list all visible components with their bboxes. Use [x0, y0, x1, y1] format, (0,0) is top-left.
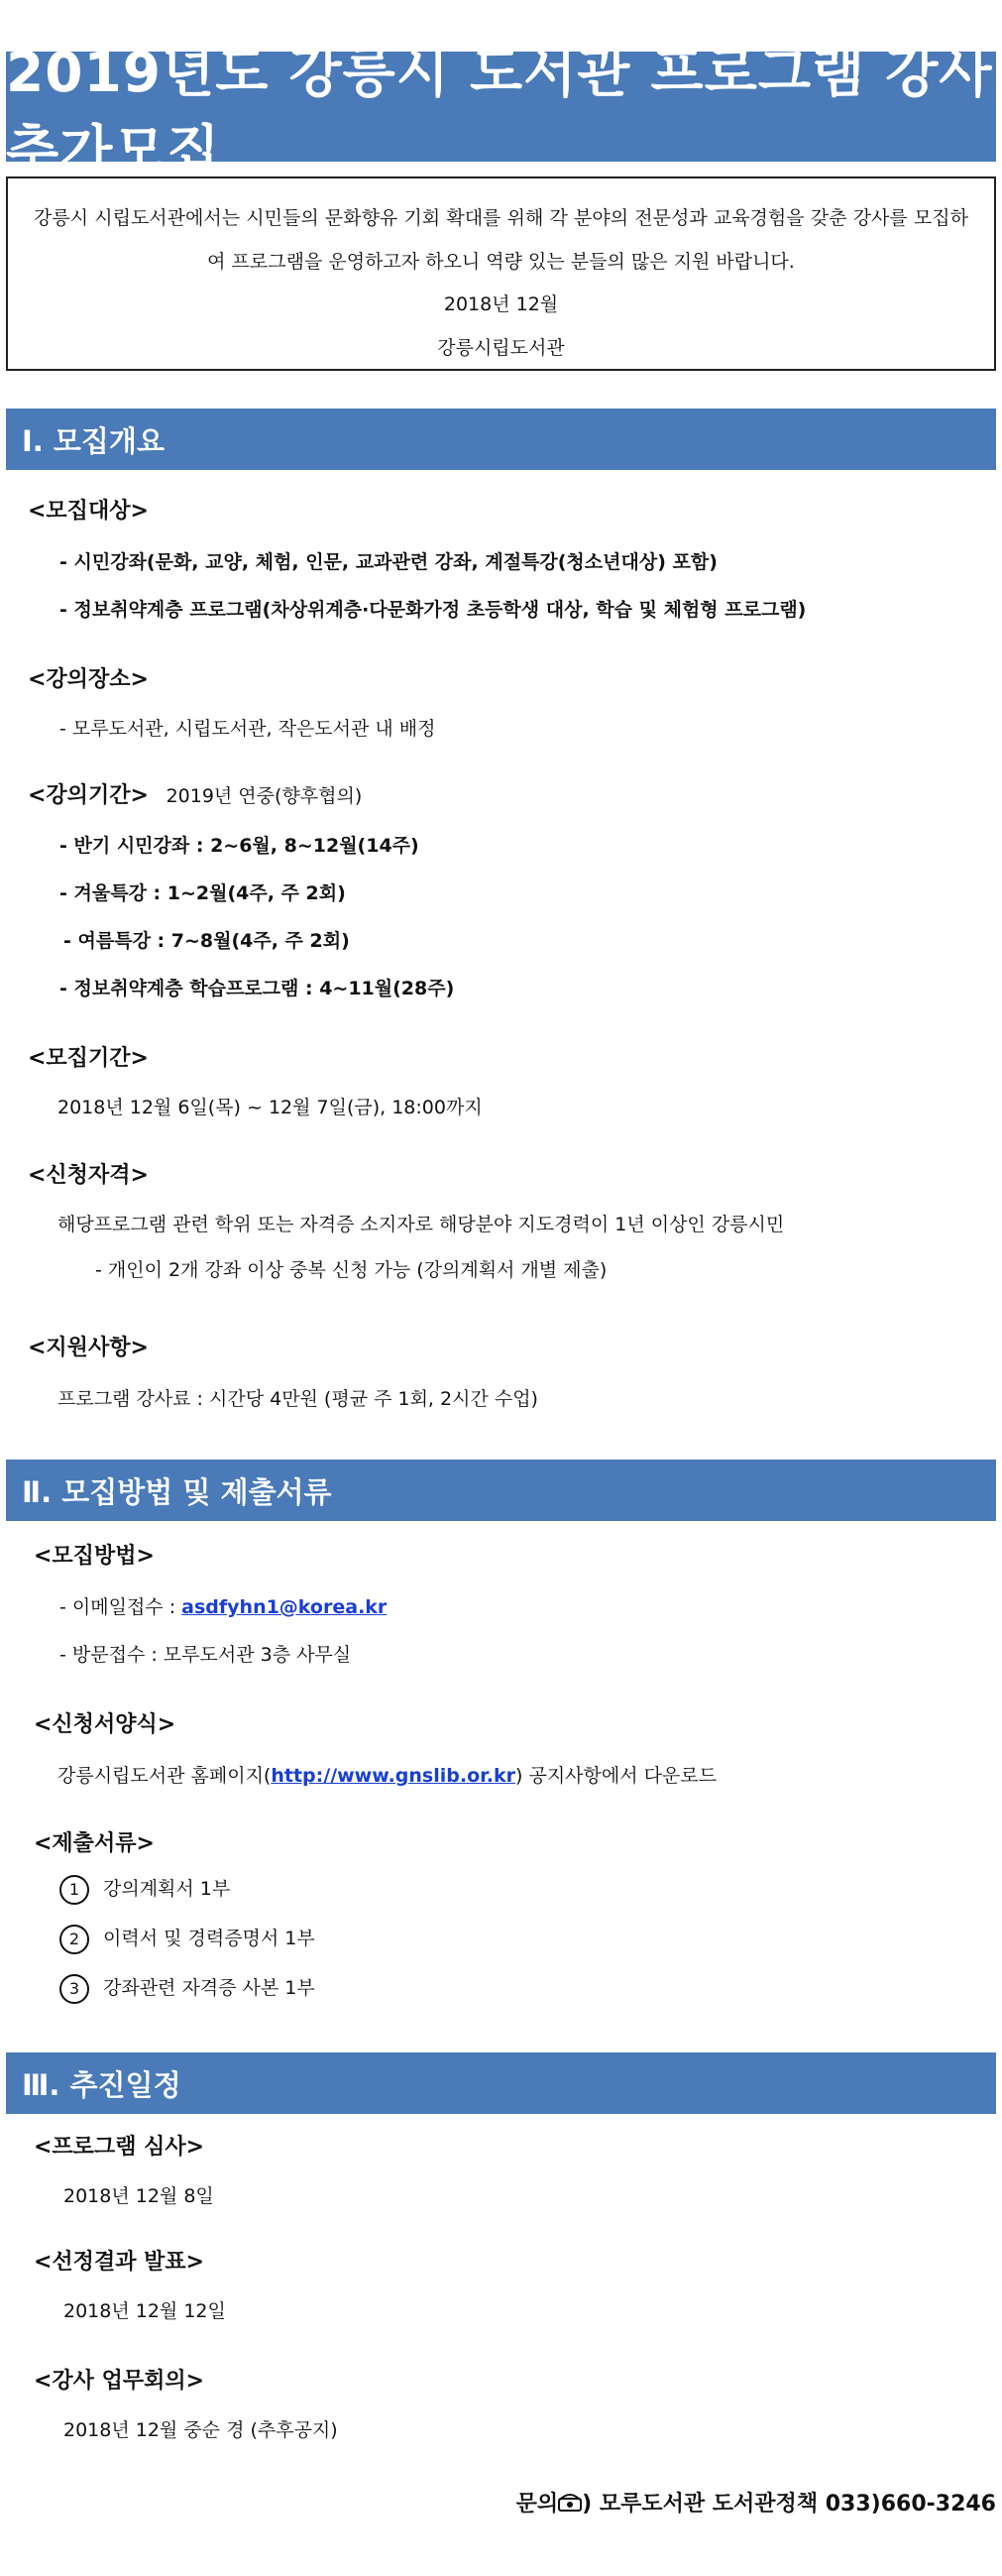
form-post: ) 공지사항에서 다운로드 — [515, 1765, 718, 1787]
intro-date: 2018년 12월 — [443, 293, 559, 315]
period-heading-label: <강의기간> — [28, 783, 149, 808]
page-title: 2019년도 강릉시 도서관 프로그램 강사 추가모집 — [6, 52, 996, 162]
place-item-1: - 모루도서관, 시립도서관, 작은도서관 내 배정 — [59, 718, 436, 740]
contact-line — [516, 2487, 996, 2517]
recruit-period-text: 2018년 12월 6일(목) ~ 12월 7일(금), 18:00까지 — [57, 1097, 483, 1118]
target-item-2: - 정보취약계층 프로그램(차상위계층·다문화가정 초등학생 대상, 학습 및 체험형 프로그램) — [59, 599, 807, 621]
recruit-period-heading: <모집기간> — [28, 1046, 149, 1071]
form-pre: 강릉시립도서관 홈페이지( — [57, 1765, 272, 1787]
number-circle: 1 — [59, 1875, 89, 1905]
place-heading: <강의장소> — [28, 667, 149, 692]
period-item-2: - 겨울특강 : 1~2월(4주, 주 2회) — [59, 882, 346, 904]
support-heading: <지원사항> — [28, 1336, 149, 1360]
result-text: 2018년 12월 12일 — [63, 2300, 226, 2322]
docs-item-3 — [59, 1973, 315, 2004]
contact-text: ) 모루도서관 도서관정책 033)660-3246 — [582, 2492, 996, 2517]
docs-item-1 — [59, 1874, 230, 1905]
section-3-header: Ⅲ. 추진일정 — [6, 2052, 996, 2114]
qualification-text: 해당프로그램 관련 학위 또는 자격증 소지자로 해당분야 지도경력이 1년 이상인 강릉시민 — [57, 1214, 785, 1235]
meeting-heading: <강사 업무회의> — [34, 2369, 205, 2394]
form-line — [57, 1761, 717, 1788]
method-heading: <모집방법> — [34, 1544, 155, 1569]
number-circle: 3 — [59, 1974, 89, 2004]
support-text: 프로그램 강사료 : 시간당 4만원 (평균 주 1회, 2시간 수업) — [57, 1388, 538, 1410]
method-visit: - 방문접수 : 모루도서관 3층 사무실 — [59, 1644, 352, 1666]
period-item-4: - 정보취약계층 학습프로그램 : 4~11월(28주) — [59, 978, 455, 999]
docs-item-text: 강좌관련 자격증 사본 1부 — [103, 1977, 315, 1999]
section-2-header: Ⅱ. 모집방법 및 제출서류 — [6, 1460, 996, 1521]
review-heading: <프로그램 심사> — [34, 2135, 205, 2160]
intro-org: 강릉시립도서관 — [437, 337, 565, 359]
docs-item-2 — [59, 1924, 315, 1954]
docs-heading: <제출서류> — [34, 1831, 155, 1856]
period-item-3: - 여름특강 : 7~8월(4주, 주 2회) — [63, 930, 350, 952]
phone-icon — [558, 2492, 582, 2517]
intro-box — [6, 176, 996, 371]
target-item-1: - 시민강좌(문화, 교양, 체험, 인문, 교과관련 강좌, 계절특강(청소년대상) 포함) — [59, 551, 718, 573]
form-heading: <신청서양식> — [34, 1712, 176, 1737]
qualification-heading: <신청자격> — [28, 1163, 149, 1188]
number-circle: 2 — [59, 1925, 89, 1954]
docs-item-text: 강의계획서 1부 — [103, 1878, 231, 1900]
homepage-link[interactable]: http://www.gnslib.or.kr — [271, 1765, 516, 1787]
target-heading: <모집대상> — [28, 499, 149, 524]
period-heading — [28, 778, 362, 809]
contact-label: 문의 — [515, 2492, 559, 2517]
email-link[interactable]: asdfyhn1@korea.kr — [181, 1596, 388, 1618]
method-email-line — [59, 1592, 387, 1619]
review-text: 2018년 12월 8일 — [63, 2185, 214, 2207]
meeting-text: 2018년 12월 중순 경 (추후공지) — [63, 2419, 338, 2441]
period-heading-note: 2019년 연중(향후협의) — [166, 785, 363, 807]
docs-item-text: 이력서 및 경력증명서 1부 — [103, 1928, 315, 1949]
period-item-1: - 반기 시민강좌 : 2~6월, 8~12월(14주) — [59, 835, 419, 857]
method-email-label: - 이메일접수 : — [59, 1596, 182, 1618]
intro-text: 강릉시 시립도서관에서는 시민들의 문화향유 기회 확대를 위해 각 분야의 전문성과 교육경험을 갖춘 강사를 모집하여 프로그램을 운영하고자 하오니 역량 있는 분들의 많은 지원 바랍니다. — [34, 207, 968, 273]
section-1-header: Ⅰ. 모집개요 — [6, 409, 996, 470]
qualification-note: - 개인이 2개 강좌 이상 중복 신청 가능 (강의계획서 개별 제출) — [95, 1259, 608, 1281]
result-heading: <선정결과 발표> — [34, 2250, 205, 2275]
